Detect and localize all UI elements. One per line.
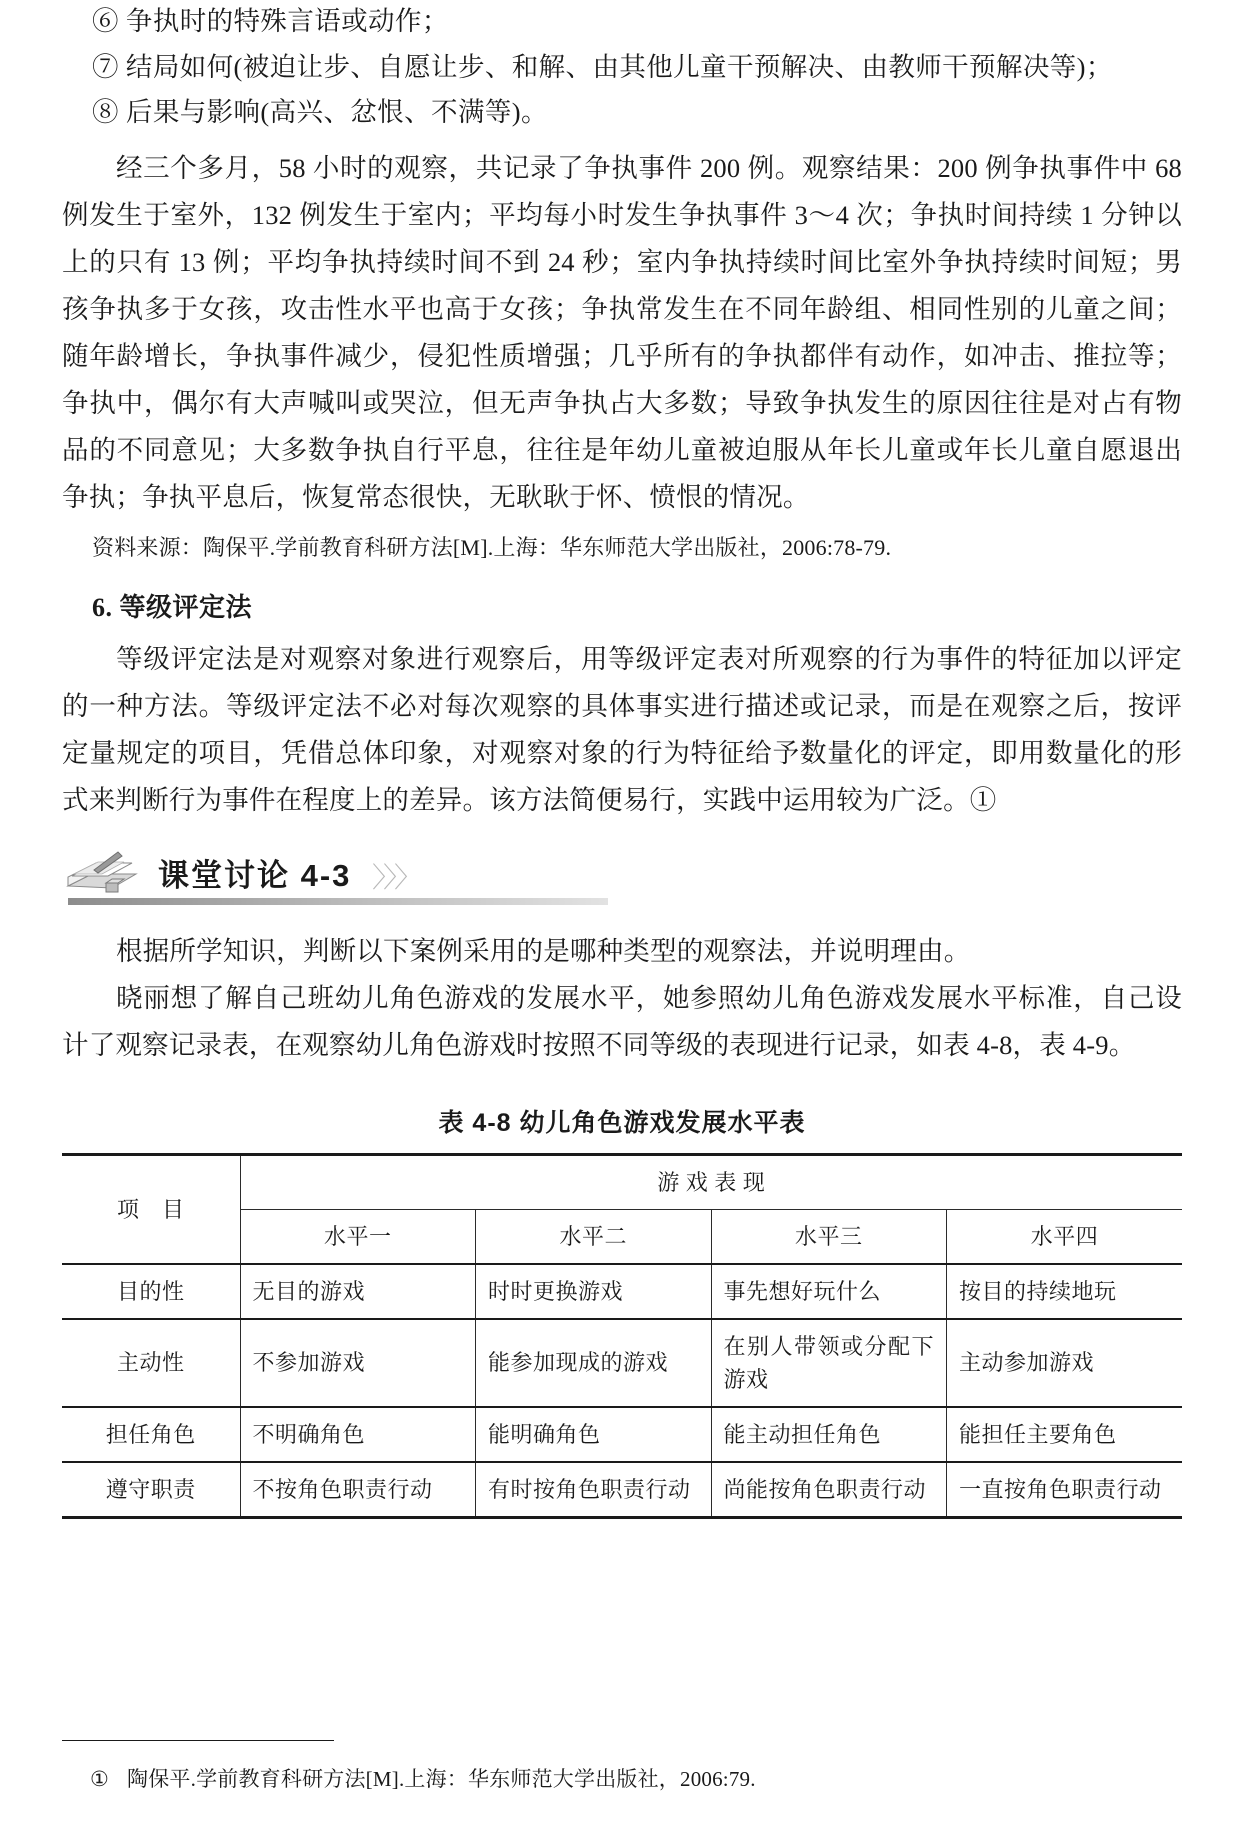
discussion-case: 晓丽想了解自己班幼儿角色游戏的发展水平，她参照幼儿角色游戏发展水平标准，自己设计了观察记录表，在观察幼儿角色游戏时按照不同等级的表现进行记录，如表 4-8，表 4-9。 xyxy=(62,982,1182,1060)
header-level-2: 水平二 xyxy=(476,1209,712,1264)
row-cell: 无目的游戏 xyxy=(240,1264,476,1319)
table-header-row xyxy=(62,1154,1182,1209)
row-cell: 能明确角色 xyxy=(476,1407,712,1462)
section-heading: 6. 等级评定法 xyxy=(92,592,253,622)
row-cell: 一直按角色职责行动 xyxy=(947,1462,1183,1518)
banner-divider xyxy=(68,898,608,905)
row-item: 主动性 xyxy=(62,1319,240,1407)
footnote-marker: ① xyxy=(90,1767,110,1791)
footnote xyxy=(62,1763,1182,1793)
discussion-prompt: 根据所学知识，判断以下案例采用的是哪种类型的观察法，并说明理由。 xyxy=(116,935,971,966)
book-quill-icon xyxy=(62,850,140,900)
header-level-1: 水平一 xyxy=(240,1209,476,1264)
header-level-4: 水平四 xyxy=(947,1209,1183,1264)
discussion-title: 课堂讨论 4-3 xyxy=(158,857,352,893)
observation-paragraph: 经三个多月，58 小时的观察，共记录了争执事件 200 例。观察结果：200 例争执事件中 68 例发生于室外，132 例发生于室内；平均每小时发生争执事件 3～4 次；争执时间持续 1 分钟以上的只有 13 例；平均争执持续时间不到 24 秒；室内争执持续时间比室外争执持续时间短；男孩争执多于女孩，攻击性水平也高于女孩；争执常发生在不同年龄组、相同性别的儿童之间；随年龄增长，争执事件减少，侵犯性质增强；几乎所有的争执都伴有动作，如冲击、推拉等；争执中，偶尔有大声喊叫或哭泣，但无声争执占大多数；导致争执发生的原因往往是对占有物品的不同意见；大多数争执自行平息，往往是年幼儿童被迫服从年长儿童或年长儿童自愿退出争执；争执平息后，恢复常态很快，无耿耿于怀、愤恨的情况。 xyxy=(62,152,1182,512)
row-cell: 不明确角色 xyxy=(240,1407,476,1462)
level-table xyxy=(62,1153,1182,1519)
table-row xyxy=(62,1407,1182,1462)
row-item: 担任角色 xyxy=(62,1407,240,1462)
row-cell: 能参加现成的游戏 xyxy=(476,1319,712,1407)
row-cell: 事先想好玩什么 xyxy=(711,1264,947,1319)
footnote-area xyxy=(62,1740,1182,1794)
header-level-3: 水平三 xyxy=(711,1209,947,1264)
list-item: ⑥ 争执时的特殊言语或动作； xyxy=(92,6,449,36)
section-paragraph: 等级评定法是对观察对象进行观察后，用等级评定表对所观察的行为事件的特征加以评定的一种方法。等级评定法不必对每次观察的具体事实进行描述或记录，而是在观察之后，按评定量规定的项目，凭借总体印象，对观察对象的行为特征给予数量化的评定，即用数量化的形式来判断行为事件在程度上的差异。该方法简便易行，实践中运用较为广泛。① xyxy=(62,643,1182,815)
discussion-banner xyxy=(62,848,1182,914)
table-row xyxy=(62,1264,1182,1319)
source-citation: 资料来源：陶保平.学前教育科研方法[M].上海：华东师范大学出版社，2006:78-79. xyxy=(92,534,892,560)
header-item: 项 目 xyxy=(62,1154,240,1264)
row-cell: 能担任主要角色 xyxy=(947,1407,1183,1462)
row-cell: 时时更换游戏 xyxy=(476,1264,712,1319)
footnote-divider xyxy=(62,1740,334,1742)
row-cell: 不按角色职责行动 xyxy=(240,1462,476,1518)
row-cell: 不参加游戏 xyxy=(240,1319,476,1407)
list-item: ⑦ 结局如何(被迫让步、自愿让步、和解、由其他儿童干预解决、由教师干预解决等)； xyxy=(92,51,1113,82)
row-cell: 在别人带领或分配下游戏 xyxy=(711,1319,947,1407)
row-cell: 尚能按角色职责行动 xyxy=(711,1462,947,1518)
row-item: 遵守职责 xyxy=(62,1462,240,1518)
row-item: 目的性 xyxy=(62,1264,240,1319)
row-cell: 有时按角色职责行动 xyxy=(476,1462,712,1518)
footnote-text: 陶保平.学前教育科研方法[M].上海：华东师范大学出版社，2006:79. xyxy=(127,1767,756,1791)
chevron-right-icon: 〉〉〉 xyxy=(372,860,420,894)
list-item: ⑧ 后果与影响(高兴、忿恨、不满等)。 xyxy=(92,97,548,127)
header-group: 游 戏 表 现 xyxy=(240,1154,1182,1209)
row-cell: 能主动担任角色 xyxy=(711,1407,947,1462)
row-cell: 按目的持续地玩 xyxy=(947,1264,1183,1319)
table-caption: 表 4-8 幼儿角色游戏发展水平表 xyxy=(438,1108,806,1137)
table-row xyxy=(62,1319,1182,1407)
table-row xyxy=(62,1462,1182,1518)
row-cell: 主动参加游戏 xyxy=(947,1319,1183,1407)
